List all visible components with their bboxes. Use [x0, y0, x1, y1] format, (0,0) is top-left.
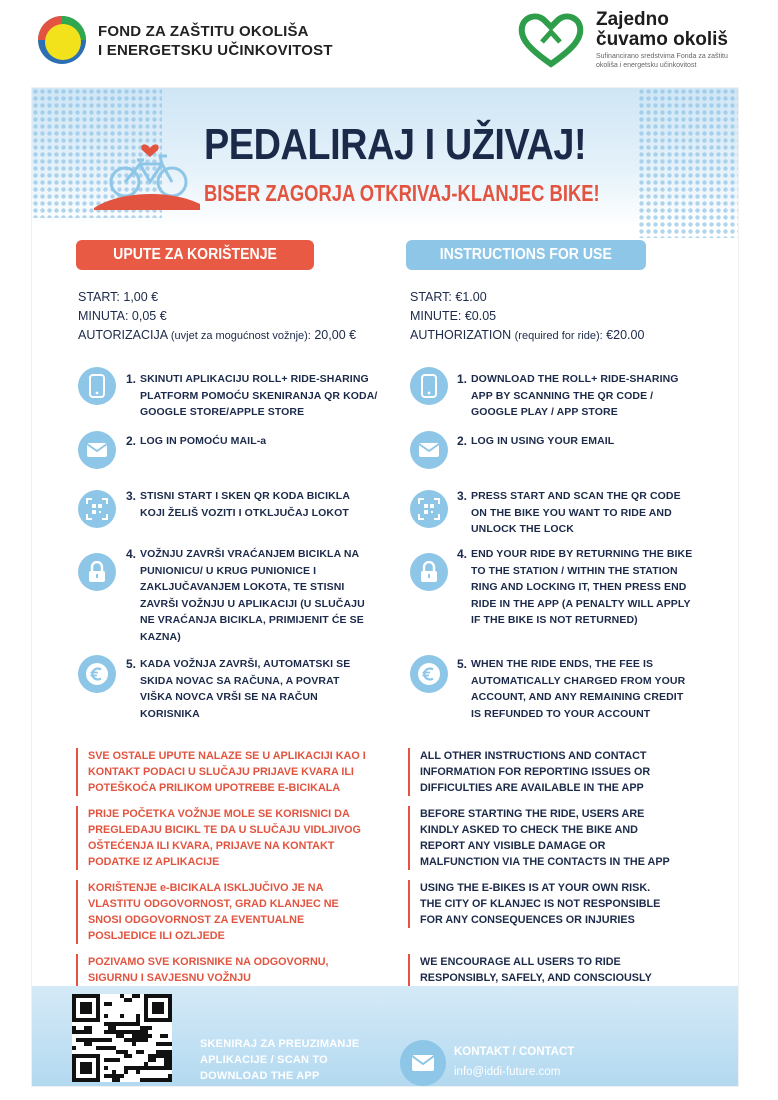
en-step-text [471, 371, 679, 421]
step-line: STISNI START I SKEN QR KODA BICIKLA [140, 490, 351, 502]
step-line: ZAKLJUČAVANJEM LOKOTA, TE STISNI [140, 581, 345, 594]
step-line: PRESS START AND SCAN THE QR CODE [471, 490, 681, 502]
hr-step-number: 3. [126, 489, 137, 503]
hr-heading [76, 240, 314, 270]
hr-minute-price: MINUTA: 0,05 € [78, 309, 167, 323]
step-line: APP BY SCANNING THE QR CODE / [471, 389, 654, 402]
poster-subtitle: BISER ZAGORJA OTKRIVAJ-KLANJEC BIKE! [204, 180, 600, 206]
hr-step-text [140, 546, 365, 646]
hr-auth-value: 20,00 € [314, 328, 357, 342]
fond-line-1: FOND ZA ZAŠTITU OKOLIŠA [98, 23, 309, 40]
note-line: USING THE E-BIKES IS AT YOUR OWN RISK. [420, 882, 651, 894]
hr-start-price: START: 1,00 € [78, 290, 159, 304]
contact-mail-icon [400, 1040, 446, 1086]
note-line: SVE OSTALE UPUTE NALAZE SE U APLIKACIJI KAO I [88, 750, 366, 762]
note-line: KINDLY ASKED TO CHECK THE BIKE AND [420, 824, 638, 836]
hr-heading-text: UPUTE ZA KORIŠTENJE [113, 246, 277, 263]
scan-line-3: DOWNLOAD THE APP [200, 1070, 320, 1082]
euro-icon [78, 655, 116, 693]
fond-line-2: I ENERGETSKU UČINKOVITOST [98, 42, 333, 59]
en-note [408, 880, 660, 928]
note-line: SIGURNU I SAVJESNU VOŽNJU [88, 972, 251, 984]
note-line: PODATKE IZ APLIKACIJE [88, 856, 220, 868]
note-line: THE CITY OF KLANJEC IS NOT RESPONSIBLE [420, 898, 661, 910]
fond-name [98, 22, 333, 60]
hr-step-number: 1. [126, 372, 137, 386]
hr-note [76, 806, 361, 870]
note-line: POSLJEDICE ILI OZLJEDE [88, 930, 225, 942]
hr-note [76, 954, 329, 986]
en-step-number: 4. [457, 547, 468, 561]
en-step-text [471, 433, 614, 450]
step-line: RIDE IN THE APP (A PENALTY WILL APPLY [471, 597, 691, 610]
note-line: POTEŠKOĆA PRILIKOM UPOTREBE E-BICIKALA [88, 782, 341, 794]
poster-title: PEDALIRAJ I UŽIVAJ! [204, 120, 587, 169]
poster [32, 88, 738, 1086]
step-line: DOWNLOAD THE ROLL+ RIDE-SHARING [471, 373, 679, 385]
step-line: KOJI ŽELIŠ VOZITI I OTKLJUČAJ LOKOT [140, 506, 349, 519]
step-line: VIŠKA NOVCA VRŠI SE NA RAČUN [140, 691, 318, 704]
note-line: INFORMATION FOR REPORTING ISSUES OR [420, 766, 651, 778]
step-line: END YOUR RIDE BY RETURNING THE BIKE [471, 548, 693, 560]
qr-scan-icon [78, 490, 116, 528]
mail-icon [78, 431, 116, 469]
en-step-number: 5. [457, 657, 468, 671]
en-minute-price: MINUTE: €0.05 [410, 309, 497, 323]
note-line: WE ENCOURAGE ALL USERS TO RIDE [420, 956, 621, 968]
note-line: POZIVAMO SVE KORISNIKE NA ODGOVORNU, [88, 956, 329, 968]
hr-step-number: 2. [126, 434, 137, 448]
en-step-number: 3. [457, 489, 468, 503]
en-step-text [471, 656, 685, 722]
bike-heart-icon [92, 132, 202, 212]
qr-scan-icon [410, 490, 448, 528]
hr-step-text [140, 433, 266, 450]
step-line: GOOGLE STORE/APPLE STORE [140, 406, 305, 419]
qr-code-icon [72, 994, 172, 1082]
hr-auth-note: (uvjet za mogućnost vožnje): [170, 330, 311, 342]
hr-step-number: 5. [126, 657, 137, 671]
heart-recycle-logo-icon [516, 12, 586, 68]
en-step-number: 2. [457, 434, 468, 448]
note-line: MALFUNCTION VIA THE CONTACTS IN THE APP [420, 856, 670, 868]
zajedno-line-1: Zajedno [596, 9, 669, 30]
en-step-text [471, 546, 692, 629]
hr-auth-label: AUTORIZACIJA [78, 328, 168, 342]
note-line: PRIJE POČETKA VOŽNJE MOLE SE KORISNICI DA [88, 808, 350, 820]
step-line: NE VRAĆANJA BICIKLA, PRIMIJENIT ĆE SE [140, 614, 364, 627]
step-line: KADA VOŽNJA ZAVRŠI, AUTOMATSKI SE [140, 658, 351, 670]
hr-step-text [140, 656, 350, 722]
mail-icon [410, 431, 448, 469]
zajedno-subtitle [596, 52, 746, 70]
note-line: ALL OTHER INSTRUCTIONS AND CONTACT [420, 750, 647, 762]
step-line: ZAVRŠI VOŽNJU U APLIKACIJI (U SLUČAJU [140, 597, 365, 610]
step-line: VOŽNJU ZAVRŠI VRAĆANJEM BICIKLA NA [140, 548, 360, 560]
step-line: ACCOUNT, AND ANY REMAINING CREDIT [471, 691, 684, 704]
step-line: SKIDA NOVAC SA RAČUNA, A POVRAT [140, 674, 340, 687]
lock-icon [78, 553, 116, 591]
en-heading [406, 240, 646, 270]
note-line: SNOSI ODGOVORNOST ZA EVENTUALNE [88, 914, 305, 926]
note-line: PREGLEDAJU BICIKL TE DA U SLUČAJU VIDLJIVOG [88, 824, 361, 836]
en-authorization [410, 326, 644, 346]
step-line: GOOGLE PLAY / APP STORE [471, 406, 618, 419]
en-prices [410, 288, 644, 346]
en-note [408, 748, 650, 796]
step-line: ON THE BIKE YOU WANT TO RIDE AND [471, 506, 672, 519]
hr-step-text [140, 488, 350, 521]
note-line: REPORT ANY VISIBLE DAMAGE OR [420, 840, 606, 852]
en-step-text [471, 488, 681, 538]
dot-pattern-right [638, 88, 738, 238]
en-heading-text: INSTRUCTIONS FOR USE [439, 246, 613, 263]
en-step-number: 1. [457, 372, 468, 386]
phone-icon [78, 367, 116, 405]
zajedno-sub-line-1: Sufinancirano sredstvima Fonda za zaštitu [596, 53, 728, 60]
en-auth-label: AUTHORIZATION [410, 328, 512, 342]
euro-icon [410, 655, 448, 693]
scan-instructions [200, 1036, 359, 1084]
contact-email-link[interactable]: info@iddi-future.com [454, 1066, 561, 1078]
step-line: LOG IN USING YOUR EMAIL [471, 435, 615, 447]
step-line: KAZNA) [140, 630, 181, 643]
note-line: OŠTEĆENJA ILI KVARA, PRIJAVE NA KONTAKT [88, 840, 335, 852]
note-line: BEFORE STARTING THE RIDE, USERS ARE [420, 808, 645, 820]
hr-step-text [140, 371, 377, 421]
scan-line-2: APLIKACIJE / SCAN TO [200, 1054, 328, 1066]
zajedno-sub-line-2: okoliša i energetsku učinkovitost [596, 62, 697, 69]
step-line: TO THE STATION / WITHIN THE STATION [471, 564, 678, 577]
step-line: WHEN THE RIDE ENDS, THE FEE IS [471, 658, 654, 670]
step-line: SKINUTI APLIKACIJU ROLL+ RIDE-SHARING [140, 373, 369, 385]
hr-step-number: 4. [126, 547, 137, 561]
note-line: KONTAKT PODACI U SLUČAJU PRIJAVE KVARA ILI [88, 766, 354, 778]
contact-label: KONTAKT / CONTACT [454, 1046, 575, 1058]
note-line: FOR ANY CONSEQUENCES OR INJURIES [420, 914, 635, 926]
step-line: PLATFORM POMOĆU SKENIRANJA QR KODA/ [140, 389, 378, 402]
lock-icon [410, 553, 448, 591]
note-line: KORIŠTENJE e-BICIKALA ISKLJUČIVO JE NA [88, 882, 324, 894]
step-line: IS REFUNDED TO YOUR ACCOUNT [471, 707, 651, 720]
scan-line-1: SKENIRAJ ZA PREUZIMANJE [200, 1038, 360, 1050]
hr-note [76, 880, 339, 944]
hr-authorization [78, 326, 356, 346]
step-line: UNLOCK THE LOCK [471, 523, 574, 536]
en-note [408, 806, 670, 870]
hr-prices [78, 288, 356, 346]
zajedno-line-2: čuvamo okoliš [596, 29, 728, 50]
phone-icon [410, 367, 448, 405]
step-line: IF THE BIKE IS NOT RETURNED) [471, 614, 638, 627]
zajedno-title [596, 10, 728, 50]
en-start-price: START: €1.00 [410, 290, 487, 304]
note-line: DIFFICULTIES ARE AVAILABLE IN THE APP [420, 782, 644, 794]
step-line: AUTOMATICALLY CHARGED FROM YOUR [471, 674, 686, 687]
step-line: RING AND LOCKING IT, THEN PRESS END [471, 581, 687, 594]
fond-logo-icon [36, 14, 88, 66]
note-line: VLASTITU ODGOVORNOST, GRAD KLANJEC NE [88, 898, 339, 910]
hr-note [76, 748, 366, 796]
note-line: RESPONSIBLY, SAFELY, AND CONSCIOUSLY [420, 972, 652, 984]
en-auth-note: (required for ride): [514, 330, 603, 342]
step-line: PUNIONICU/ U KRUG PUNIONICE I [140, 564, 317, 577]
en-note [408, 954, 652, 986]
en-auth-value: €20.00 [606, 328, 645, 342]
step-line: KORISNIKA [140, 707, 200, 720]
step-line: LOG IN POMOĆU MAIL-a [140, 435, 267, 447]
